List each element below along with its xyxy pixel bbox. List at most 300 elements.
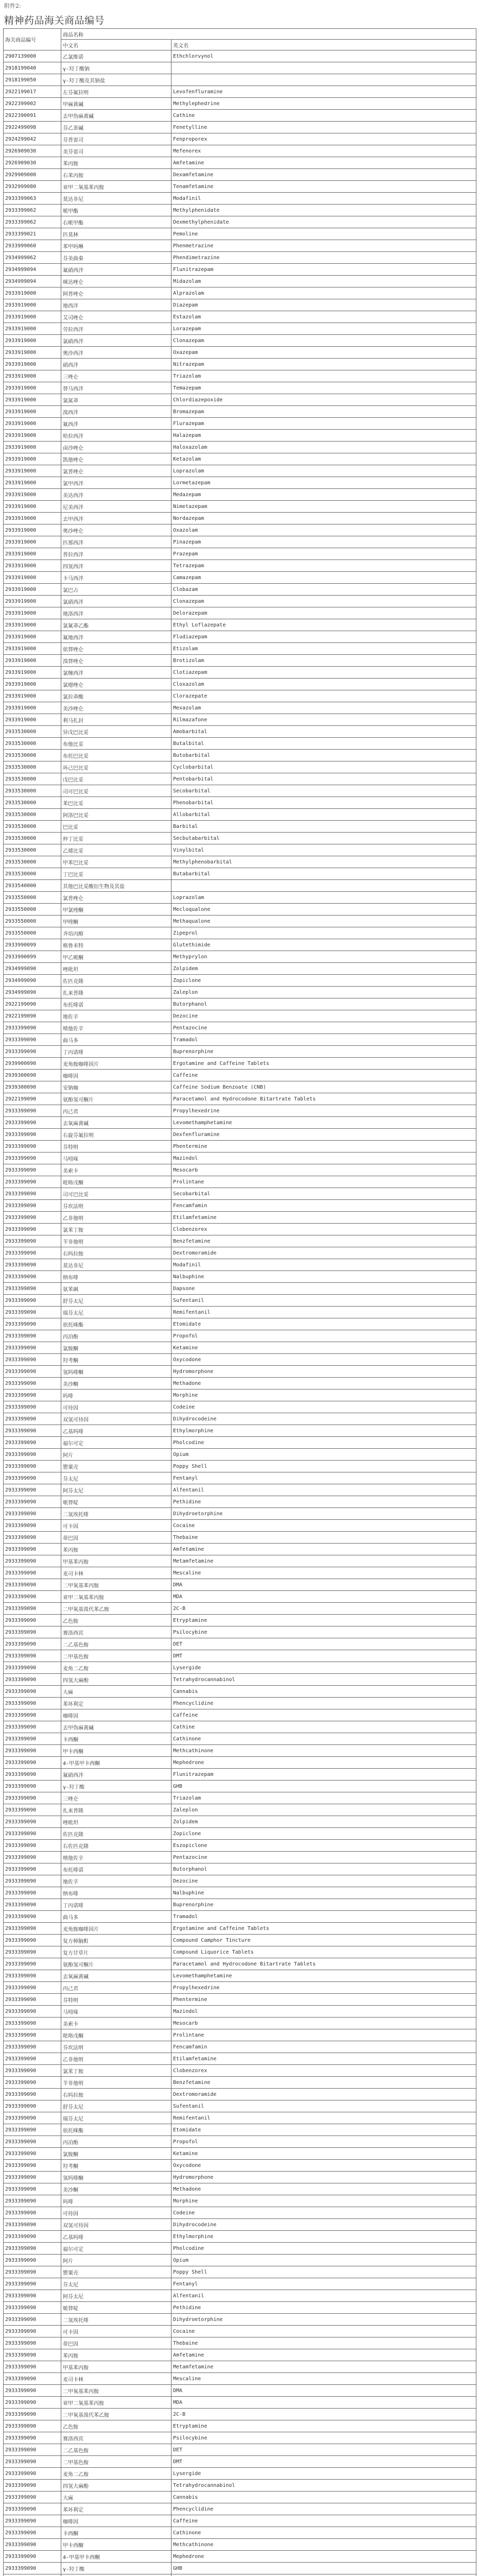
table-row — [4, 2077, 476, 2089]
cell-cn-name: 氯拉䓬酸 — [61, 690, 172, 702]
cell-cn-name: 去甲西泮 — [61, 513, 172, 524]
cell-en-name: Dapsone — [172, 1283, 476, 1295]
cell-code: 2933530000 — [4, 809, 61, 821]
cell-en-name: Compound Liquorice Tablets — [172, 1946, 476, 1958]
cell-en-name: Pentazocine — [172, 1852, 476, 1863]
cell-code: 2933399090 — [4, 1105, 61, 1117]
cell-code: 2933399090 — [4, 2349, 61, 2361]
cell-cn-name: 卡西酮 — [61, 1733, 172, 1745]
cell-code: 2933399090 — [4, 2409, 61, 2420]
cell-cn-name: 氢吗啡酮 — [61, 2172, 172, 2183]
cell-en-name: Amfetamine — [172, 1544, 476, 1555]
cell-code: 2933399090 — [4, 2563, 61, 2574]
cell-cn-name: 亚甲二氧基苯丙胺 — [61, 1591, 172, 1603]
cell-en-name: Oxycodone — [172, 2160, 476, 2172]
cell-en-name: 2C-B — [172, 2409, 476, 2420]
table-row — [4, 1034, 476, 1046]
cell-en-name: Dexfenfluramine — [172, 1129, 476, 1141]
cell-en-name: Thebaine — [172, 2337, 476, 2349]
cell-code: 2933399090 — [4, 1840, 61, 1852]
cell-cn-name: 地洛西泮 — [61, 607, 172, 619]
table-row — [4, 2160, 476, 2172]
cell-code: 2933399090 — [4, 1733, 61, 1745]
cell-code: 2918199050 — [4, 74, 61, 86]
cell-cn-name: 佐匹克隆 — [61, 975, 172, 987]
cell-code: 2933399090 — [4, 2337, 61, 2349]
cell-cn-name: 羟考酮 — [61, 2160, 172, 2172]
table-row — [4, 2290, 476, 2302]
cell-cn-name: 大麻 — [61, 2492, 172, 2503]
cell-cn-name: 二甲氧基溴代苯乙胺 — [61, 1603, 172, 1615]
table-row — [4, 975, 476, 987]
cell-code: 2933399090 — [4, 1970, 61, 1982]
cell-cn-name — [61, 2574, 172, 2576]
cell-cn-name: 依替唑仑 — [61, 643, 172, 655]
cell-en-name: Fentanyl — [172, 2278, 476, 2290]
table-row — [4, 785, 476, 797]
cell-cn-name: 复方甘草片 — [61, 1946, 172, 1958]
table-row — [4, 1638, 476, 1650]
cell-code: 2933919000 — [4, 524, 61, 536]
cell-code: 2933399090 — [4, 2468, 61, 2480]
cell-cn-name: 吡咯戊酮 — [61, 2029, 172, 2041]
cell-en-name: Tramadol — [172, 1911, 476, 1923]
cell-en-name: Bromazepam — [172, 406, 476, 418]
cell-code: 2933399090 — [4, 2456, 61, 2468]
cell-code: 2933399090 — [4, 1626, 61, 1638]
cell-cn-name: 福尔可定 — [61, 2243, 172, 2255]
cell-cn-name: 吗啡 — [61, 1389, 172, 1401]
cell-code: 2933919000 — [4, 619, 61, 631]
cell-code: 2933399090 — [4, 1757, 61, 1769]
cell-cn-name: γ-羟丁酸 — [61, 1781, 172, 1792]
cell-cn-name: 氯普唑仑 — [61, 892, 172, 904]
table-row — [4, 465, 476, 477]
cell-en-name: Fenetylline — [172, 122, 476, 133]
cell-code: 2926909030 — [4, 145, 61, 157]
cell-cn-name: 芬普雷司 — [61, 133, 172, 145]
cell-en-name: Cannabis — [172, 1686, 476, 1698]
cell-en-name: Clonazepam — [172, 596, 476, 607]
cell-code: 2933399090 — [4, 1698, 61, 1709]
table-row — [4, 1970, 476, 1982]
cell-cn-name: 喷他佐辛 — [61, 1852, 172, 1863]
table-row — [4, 939, 476, 951]
cell-en-name: Zolpidem — [172, 963, 476, 975]
cell-en-name: Cocaine — [172, 2326, 476, 2337]
cell-cn-name: 溴西泮 — [61, 406, 172, 418]
cell-code: 2933399090 — [4, 1046, 61, 1058]
table-row — [4, 430, 476, 442]
cell-cn-name: 瑞芬太尼 — [61, 1307, 172, 1318]
cell-code: 2933919000 — [4, 465, 61, 477]
cell-en-name: Butobarbital — [172, 750, 476, 761]
cell-code: 2933399090 — [4, 2077, 61, 2089]
cell-cn-name: 依托咪酯 — [61, 1318, 172, 1330]
table-row — [4, 2041, 476, 2053]
cell-code: 2933919000 — [4, 513, 61, 524]
cell-cn-name: 甲基苯丙胺 — [61, 1555, 172, 1567]
cell-code: 2933919000 — [4, 382, 61, 394]
cell-cn-name: 右苯丙胺 — [61, 169, 172, 181]
cell-cn-name: 右哌甲酯 — [61, 216, 172, 228]
cell-en-name: Clonazepam — [172, 335, 476, 347]
cell-cn-name: γ-羟丁酸钠 — [61, 62, 172, 74]
cell-code: 2933399090 — [4, 1638, 61, 1650]
cell-code: 2933530000 — [4, 785, 61, 797]
cell-en-name: Poppy Shell — [172, 2266, 476, 2278]
cell-code: 2933919000 — [4, 679, 61, 690]
cell-code: 2933399090 — [4, 1176, 61, 1188]
cell-code: 2934999062 — [4, 252, 61, 264]
cell-cn-name: 丙己君 — [61, 1982, 172, 1994]
cell-en-name: Phenobarbital — [172, 797, 476, 809]
cell-en-name: Cathinone — [172, 2527, 476, 2539]
table-row — [4, 1769, 476, 1781]
cell-cn-name: 卡马西泮 — [61, 572, 172, 584]
cell-en-name: Pinazepam — [172, 536, 476, 548]
cell-en-name: Temazepam — [172, 382, 476, 394]
table-row — [4, 311, 476, 323]
cell-cn-name: 麦角胺咖啡因片 — [61, 1058, 172, 1070]
cell-cn-name: γ-羟丁酸及其钠盐 — [61, 74, 172, 86]
cell-cn-name: 阿洛巴比妥 — [61, 809, 172, 821]
cell-code: 2933919000 — [4, 347, 61, 359]
cell-cn-name: 丙己君 — [61, 1105, 172, 1117]
table-row — [4, 2314, 476, 2326]
table-row — [4, 74, 476, 86]
cell-code: 2933919000 — [4, 607, 61, 619]
cell-cn-name: 左芬氟拉明 — [61, 86, 172, 98]
cell-en-name: Buprenorphine — [172, 1046, 476, 1058]
cell-code: 2933530000 — [4, 844, 61, 856]
cell-en-name: Methylphenobarbital — [172, 856, 476, 868]
cell-code: 2933530000 — [4, 750, 61, 761]
cell-en-name: Mefenorex — [172, 145, 476, 157]
cell-cn-name: 苄非他明 — [61, 2077, 172, 2089]
cell-en-name: Haloxazolam — [172, 442, 476, 453]
cell-code: 2933399090 — [4, 1781, 61, 1792]
cell-cn-name: 乙基吗啡 — [61, 1425, 172, 1437]
cell-en-name: Thebaine — [172, 1532, 476, 1544]
cell-cn-name: 吗啡 — [61, 2195, 172, 2207]
cell-en-name: Methcathinone — [172, 2539, 476, 2551]
cell-en-name: Dihydrocodeine — [172, 2219, 476, 2231]
cell-cn-name: 氨酚氢可酮片 — [61, 1093, 172, 1105]
cell-en-name: Metamfetamine — [172, 1555, 476, 1567]
cell-code: 2933399090 — [4, 1946, 61, 1958]
cell-en-name: Butorphanol — [172, 1863, 476, 1875]
table-row — [4, 2231, 476, 2243]
cell-en-name — [172, 2574, 476, 2576]
cell-en-name: Ergotamine and Caffeine Tablets — [172, 1058, 476, 1070]
cell-code: 2933919000 — [4, 536, 61, 548]
cell-cn-name: 阿片 — [61, 2255, 172, 2266]
cell-code: 2933399090 — [4, 1579, 61, 1591]
cell-cn-name: 可待因 — [61, 1401, 172, 1413]
table-row — [4, 2337, 476, 2349]
cell-code: 2933550000 — [4, 904, 61, 916]
table-row — [4, 1579, 476, 1591]
table-row — [4, 2112, 476, 2124]
table-row — [4, 1911, 476, 1923]
table-row — [4, 679, 476, 690]
table-row — [4, 359, 476, 370]
table-row — [4, 761, 476, 773]
cell-code: 2934999090 — [4, 987, 61, 998]
cell-code: 2933399090 — [4, 2207, 61, 2219]
cell-en-name: Caffeine Sodium Benzoate (CNB) — [172, 1081, 476, 1093]
cell-cn-name: 苯丙胺 — [61, 157, 172, 169]
table-row — [4, 631, 476, 643]
table-row — [4, 1307, 476, 1318]
cell-en-name: Methyprylon — [172, 951, 476, 963]
cell-en-name: Sufentanil — [172, 1295, 476, 1307]
table-row — [4, 643, 476, 655]
cell-en-name: Nalbuphine — [172, 1887, 476, 1899]
cell-en-name: Sufentanil — [172, 2100, 476, 2112]
table-body — [4, 50, 476, 2576]
cell-en-name: Flunitrazepam — [172, 1769, 476, 1781]
cell-en-name: Mescaline — [172, 1567, 476, 1579]
cell-cn-name: 苯丙胺 — [61, 1544, 172, 1555]
table-row — [4, 1224, 476, 1235]
table-row — [4, 1721, 476, 1733]
cell-code: 2933399090 — [4, 2444, 61, 2456]
cell-en-name: Clobenzorex — [172, 1224, 476, 1235]
table-row — [4, 86, 476, 98]
table-row — [4, 1958, 476, 1970]
cell-code: 2933399090 — [4, 1330, 61, 1342]
cell-en-name: Camazepam — [172, 572, 476, 584]
cell-en-name: Buprenorphine — [172, 1899, 476, 1911]
cell-cn-name: 芬特明 — [61, 1141, 172, 1153]
cell-en-name: Mecloqualone — [172, 904, 476, 916]
cell-en-name: Caffeine — [172, 2515, 476, 2527]
cell-cn-name: 美索卡 — [61, 1164, 172, 1176]
cell-cn-name: 甲麻黄碱 — [61, 98, 172, 110]
cell-en-name: Mephedrone — [172, 1757, 476, 1769]
table-row — [4, 1342, 476, 1354]
cell-cn-name: 甲喹酮 — [61, 916, 172, 927]
table-row — [4, 1804, 476, 1816]
cell-code: 2934999090 — [4, 963, 61, 975]
cell-cn-name: 芬坎法明 — [61, 2041, 172, 2053]
cell-cn-name: 乙色胺 — [61, 2420, 172, 2432]
cell-en-name: Lorazepam — [172, 323, 476, 335]
cell-en-name: Etilamfetamine — [172, 2053, 476, 2065]
cell-cn-name: 其他巴比妥酸衍生物及其盐 — [61, 880, 172, 892]
table-row — [4, 1650, 476, 1662]
cell-en-name: Tetrahydrocannabinol — [172, 2480, 476, 2492]
cell-cn-name: 司可巴比妥 — [61, 1188, 172, 1200]
cell-en-name: Etomidate — [172, 2124, 476, 2136]
cell-code: 2933399090 — [4, 2314, 61, 2326]
cell-en-name: Propylhexedrine — [172, 1105, 476, 1117]
cell-code: 2933399090 — [4, 1674, 61, 1686]
cell-code: 2933399090 — [4, 1366, 61, 1378]
cell-code: 2933399090 — [4, 1899, 61, 1911]
cell-code: 2933399090 — [4, 2136, 61, 2148]
cell-en-name: Zopiclone — [172, 1828, 476, 1840]
cell-cn-name: 丙泊酚 — [61, 2136, 172, 2148]
cell-cn-name: 赛洛西宾 — [61, 2432, 172, 2444]
cell-cn-name: 莫达非尼 — [61, 193, 172, 205]
cell-cn-name: 匹那西泮 — [61, 536, 172, 548]
cell-en-name: Butalbital — [172, 738, 476, 750]
cell-code: 2933399090 — [4, 1496, 61, 1508]
cell-code: 2933399090 — [4, 1911, 61, 1923]
cell-cn-name: 二乙基色胺 — [61, 1638, 172, 1650]
cell-en-name: Fludiazepam — [172, 631, 476, 643]
cell-en-name: Methadone — [172, 1378, 476, 1389]
table-row — [4, 927, 476, 939]
cell-cn-name: 氯噁唑仑 — [61, 679, 172, 690]
table-row — [4, 1674, 476, 1686]
cell-code: 2933399090 — [4, 1389, 61, 1401]
cell-code: 2933399090 — [4, 1875, 61, 1887]
table-row — [4, 1354, 476, 1366]
cell-cn-name: 布托巴比妥 — [61, 750, 172, 761]
cell-cn-name: 唑吡坦 — [61, 1816, 172, 1828]
cell-en-name: Diazepam — [172, 299, 476, 311]
cell-code: 2933530000 — [4, 738, 61, 750]
cell-en-name: Nalbuphine — [172, 1271, 476, 1283]
cell-en-name: Fentanyl — [172, 1472, 476, 1484]
cell-cn-name: 乙色胺 — [61, 1615, 172, 1626]
cell-cn-name: 纳布啡 — [61, 1271, 172, 1283]
table-row — [4, 169, 476, 181]
cell-cn-name: 麦司卡林 — [61, 2373, 172, 2385]
table-row — [4, 2527, 476, 2539]
cell-cn-name: 布托啡诺 — [61, 1863, 172, 1875]
cell-code: 2933399090 — [4, 1141, 61, 1153]
cell-en-name: Mescaline — [172, 2373, 476, 2385]
cell-cn-name: 右吗拉胺 — [61, 2089, 172, 2100]
cell-en-name: Psilocybine — [172, 1626, 476, 1638]
cell-code: 2933990099 — [4, 939, 61, 951]
cell-cn-name: 格鲁米特 — [61, 939, 172, 951]
cell-cn-name: 哌替啶 — [61, 1496, 172, 1508]
table-row — [4, 2409, 476, 2420]
cell-code: 2933990099 — [4, 951, 61, 963]
cell-en-name: Codeine — [172, 2207, 476, 2219]
cell-en-name: Zaleplon — [172, 1804, 476, 1816]
table-row — [4, 1615, 476, 1626]
cell-cn-name: 三唑仑 — [61, 370, 172, 382]
table-row — [4, 181, 476, 193]
cell-code: 2933399090 — [4, 1603, 61, 1615]
cell-cn-name: 去氧麻黄碱 — [61, 1117, 172, 1129]
cell-en-name: Hydromorphone — [172, 2172, 476, 2183]
table-row — [4, 323, 476, 335]
cell-cn-name: 麦角二乙胺 — [61, 2468, 172, 2480]
cell-en-name: Benzfetamine — [172, 2077, 476, 2089]
table-row — [4, 1093, 476, 1105]
table-row — [4, 2492, 476, 2503]
cell-cn-name: 甲氯喹酮 — [61, 904, 172, 916]
cell-code: 2933399090 — [4, 1887, 61, 1899]
cell-code: 2933399090 — [4, 2385, 61, 2397]
cell-en-name: Zaleplon — [172, 987, 476, 998]
cell-cn-name: 去氧麻黄碱 — [61, 1970, 172, 1982]
cell-en-name: Nimetazepam — [172, 501, 476, 513]
table-row — [4, 1757, 476, 1769]
table-row — [4, 868, 476, 880]
table-row — [4, 892, 476, 904]
cell-code: 2933399090 — [4, 1567, 61, 1579]
cell-code: 2933540000 — [4, 880, 61, 892]
table-row — [4, 1235, 476, 1247]
table-row — [4, 1081, 476, 1093]
cell-en-name: Fencamfamin — [172, 1200, 476, 1212]
cell-code: 2933399090 — [4, 1342, 61, 1354]
cell-cn-name: 地佐辛 — [61, 1010, 172, 1022]
cell-en-name: Phentermine — [172, 1141, 476, 1153]
table-row — [4, 572, 476, 584]
table-row — [4, 1129, 476, 1141]
table-row — [4, 1982, 476, 1994]
cell-cn-name: 二甲氧基苯丙胺 — [61, 1579, 172, 1591]
cell-code: 2918199040 — [4, 62, 61, 74]
table-row — [4, 1899, 476, 1911]
cell-code: 2922399002 — [4, 98, 61, 110]
cell-code: 2933399090 — [4, 1354, 61, 1366]
table-row — [4, 1010, 476, 1022]
cell-code: 2933399090 — [4, 1235, 61, 1247]
table-row — [4, 157, 476, 169]
cell-en-name: Dezocine — [172, 1010, 476, 1022]
table-row — [4, 584, 476, 596]
table-row — [4, 1626, 476, 1638]
table-row — [4, 690, 476, 702]
table-row — [4, 1994, 476, 2006]
cell-cn-name: 氯氟䓬乙酯 — [61, 619, 172, 631]
cell-en-name: Butorphanol — [172, 998, 476, 1010]
cell-code: 2933399090 — [4, 2326, 61, 2337]
table-row — [4, 2278, 476, 2290]
table-row — [4, 50, 476, 62]
cell-code: 2933399062 — [4, 205, 61, 216]
cell-en-name: Alprazolam — [172, 287, 476, 299]
cell-code: 2933399090 — [4, 1958, 61, 1970]
table-row — [4, 1923, 476, 1935]
cell-en-name: GHB — [172, 2563, 476, 2574]
table-row — [4, 560, 476, 572]
cell-cn-name: 氯胺酮 — [61, 1342, 172, 1354]
table-row — [4, 1141, 476, 1153]
table-row — [4, 1330, 476, 1342]
header-cn: 中文名 — [61, 40, 172, 50]
cell-code: 2933399090 — [4, 2266, 61, 2278]
cell-code: 2933919000 — [4, 299, 61, 311]
cell-en-name: Propofol — [172, 1330, 476, 1342]
document-title: 精神药品海关商品编号 — [4, 15, 105, 26]
cell-code: 2933399090 — [4, 1212, 61, 1224]
cell-code: 2924299042 — [4, 133, 61, 145]
cell-en-name: Mesocarb — [172, 2018, 476, 2029]
cell-cn-name: 复方樟脑酊 — [61, 1935, 172, 1946]
cell-code: 2933399090 — [4, 1283, 61, 1295]
cell-en-name: Secobarbital — [172, 785, 476, 797]
cell-code — [4, 2574, 61, 2576]
table-row — [4, 1425, 476, 1437]
cell-en-name: Chlordiazepoxide — [172, 394, 476, 406]
cell-cn-name: 丁巴比妥 — [61, 868, 172, 880]
cell-cn-name: 赛洛西宾 — [61, 1626, 172, 1638]
cell-code: 2933550000 — [4, 927, 61, 939]
cell-en-name: Zopiclone — [172, 975, 476, 987]
